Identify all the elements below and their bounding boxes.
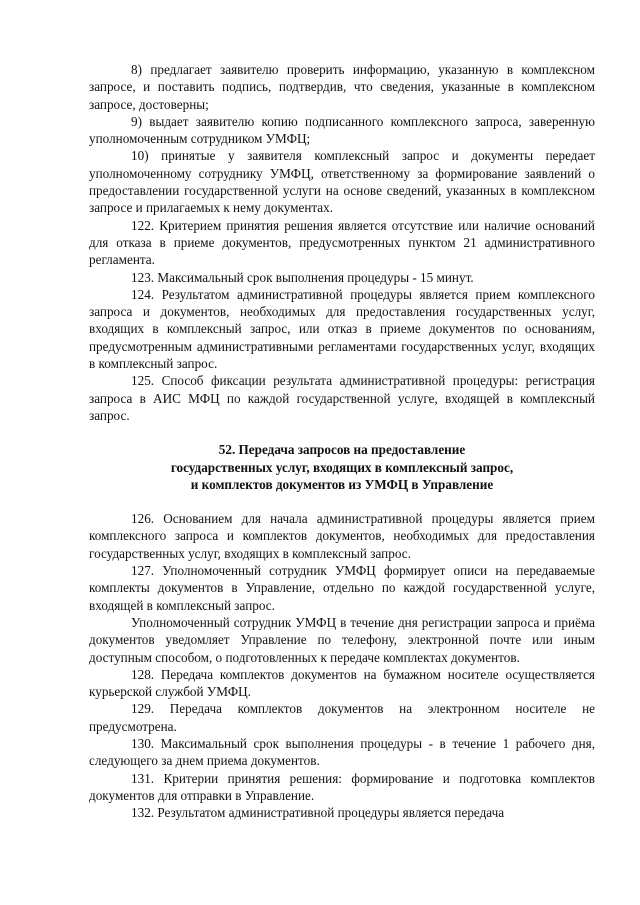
list-item-10: 10) принятые у заявителя комплексный запрос и документы передает уполномоченному сотруднику УМФЦ, ответственному за формирование заявлений о предоставлении государственной услуги на основе сведений, указанных в комплексном запросе и прилагаемых к нему документах. <box>89 148 595 216</box>
paragraph-127: 127. Уполномоченный сотрудник УМФЦ формирует описи на передаваемые комплекты документов в Управление, отдельно по каждой государственной услуге, входящей в комплексный запрос. <box>89 563 595 613</box>
paragraph-126: 126. Основанием для начала административной процедуры является прием комплексного запроса и комплектов документов, необходимых для предоставления государственных услуг, входящих в комплексный запрос. <box>89 511 595 561</box>
paragraph-128: 128. Передача комплектов документов на бумажном носителе осуществляется курьерской службой УМФЦ. <box>89 666 595 700</box>
section-heading-line-2: государственных услуг, входящих в комплексный запрос, <box>170 459 514 475</box>
document-body <box>89 61 595 821</box>
paragraph-131: 131. Критерии принятия решения: формирование и подготовка комплектов документов для отправки в Управление. <box>89 770 595 803</box>
list-item-9: 9) выдает заявителю копию подписанного комплексного запроса, заверенную уполномоченным сотрудником УМФЦ; <box>89 113 595 147</box>
paragraph-130: 130. Максимальный срок выполнения процедуры - в течение 1 рабочего дня, следующего за днем приема документов. <box>89 735 595 769</box>
section-heading-line-1: 52. Передача запросов на предоставление <box>218 442 466 458</box>
paragraph-129: 129. Передача комплектов документов на электронном носителе не предусмотрена. <box>89 701 595 734</box>
paragraph-127-notice: Уполномоченный сотрудник УМФЦ в течение дня регистрации запроса и приёма документов уведомляет Управление по телефону, электронной почте или иным доступным способом, о подготовленных к передаче комплектах документов. <box>89 614 595 665</box>
paragraph-125: 125. Способ фиксации результата административной процедуры: регистрация запроса в АИС МФЦ по каждой государственной услуге, входящей в комплексный запрос. <box>89 373 595 423</box>
section-heading <box>89 441 595 493</box>
paragraph-123: 123. Максимальный срок выполнения процедуры - 15 минут. <box>131 269 474 285</box>
paragraph-132: 132. Результатом административной процедуры является передача <box>131 805 505 821</box>
section-heading-line-3: и комплектов документов из УМФЦ в Управление <box>190 476 494 492</box>
list-item-8: 8) предлагает заявителю проверить информацию, указанную в комплексном запросе, и поставить подпись, подтвердив, что сведения, указанные в комплексном запросе, достоверны; <box>89 62 595 112</box>
paragraph-122: 122. Критерием принятия решения является отсутствие или наличие оснований для отказа в приеме документов, предусмотренных пунктом 21 административного регламента. <box>89 217 595 268</box>
paragraph-124: 124. Результатом административной процедуры является прием комплексного запроса и документов, необходимых для предоставления государственных услуг, входящих в комплексный запрос, или отказ в приеме документов по основаниям, предусмотренным административными регламентами государственных услуг, входящих в комплексный запрос. <box>89 286 595 372</box>
